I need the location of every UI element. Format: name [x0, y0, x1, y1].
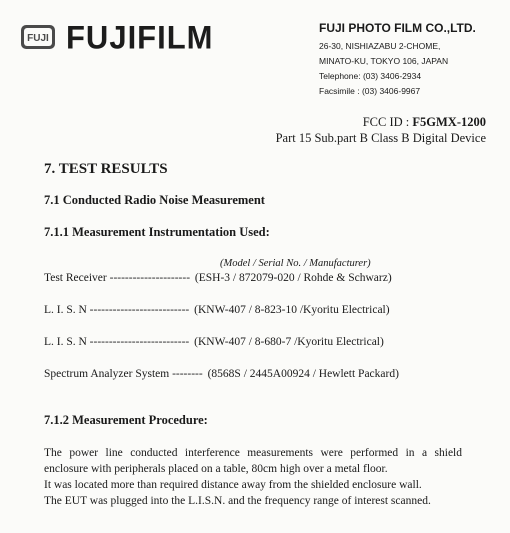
fcc-id [363, 115, 486, 130]
fcc-id-label: FCC ID : [362, 115, 413, 129]
company-address-2: MINATO-KU, TOKYO 106, JAPAN [319, 56, 449, 66]
instrument-name: Spectrum Analyzer System -------- [44, 368, 203, 380]
instrument-value: (KNW-407 / 8-823-10 /Kyoritu Electrical) [194, 304, 390, 316]
procedure-paragraph: The EUT was plugged into the L.I.S.N. and the frequency range of interest scanned. [44, 495, 431, 507]
company-telephone: Telephone: (03) 3406-2934 [319, 71, 422, 81]
procedure-paragraph: The power line conducted interference measurements were performed in a shield enclosure with peripherals placed on a table, 80cm high over a metal floor. [44, 447, 462, 475]
fujifilm-logo-mark [20, 24, 56, 50]
instrument-row [44, 304, 390, 316]
instrument-value: (ESH-3 / 872079-020 / Rohde & Schwarz) [194, 272, 392, 284]
company-facsimile: Facsimile : (03) 3406-9967 [319, 86, 421, 96]
instrument-row [44, 272, 392, 284]
instrument-row [44, 336, 384, 348]
instrument-row [44, 368, 399, 380]
instrumentation-heading: 7.1.1 Measurement Instrumentation Used: [44, 225, 270, 239]
instrument-value: (KNW-407 / 8-680-7 /Kyoritu Electrical) [194, 336, 384, 348]
procedure-heading: 7.1.2 Measurement Procedure: [44, 413, 208, 427]
section-subtitle: 7.1 Conducted Radio Noise Measurement [44, 193, 265, 207]
section-title: 7. TEST RESULTS [44, 161, 168, 177]
procedure-text [44, 445, 462, 509]
fujifilm-logo-text: FUJIFILM [66, 19, 214, 56]
instrument-name: L. I. S. N -------------------------- [44, 336, 190, 348]
procedure-paragraph: It was located more than required distance away from the shielded enclosure wall. [44, 479, 422, 491]
fcc-id-value: F5GMX-1200 [412, 115, 486, 129]
instrument-value: (8568S / 2445A00924 / Hewlett Packard) [207, 368, 399, 380]
company-name: FUJI PHOTO FILM CO.,LTD. [319, 21, 476, 35]
svg-text:FUJI: FUJI [27, 33, 49, 44]
company-address-1: 26-30, NISHIAZABU 2-CHOME, [319, 41, 441, 51]
instrument-name: L. I. S. N -------------------------- [44, 304, 190, 316]
instrument-name: Test Receiver --------------------- [44, 272, 191, 284]
fcc-part: Part 15 Sub.part B Class B Digital Device [275, 131, 486, 145]
columns-header: (Model / Serial No. / Manufacturer) [220, 258, 371, 269]
